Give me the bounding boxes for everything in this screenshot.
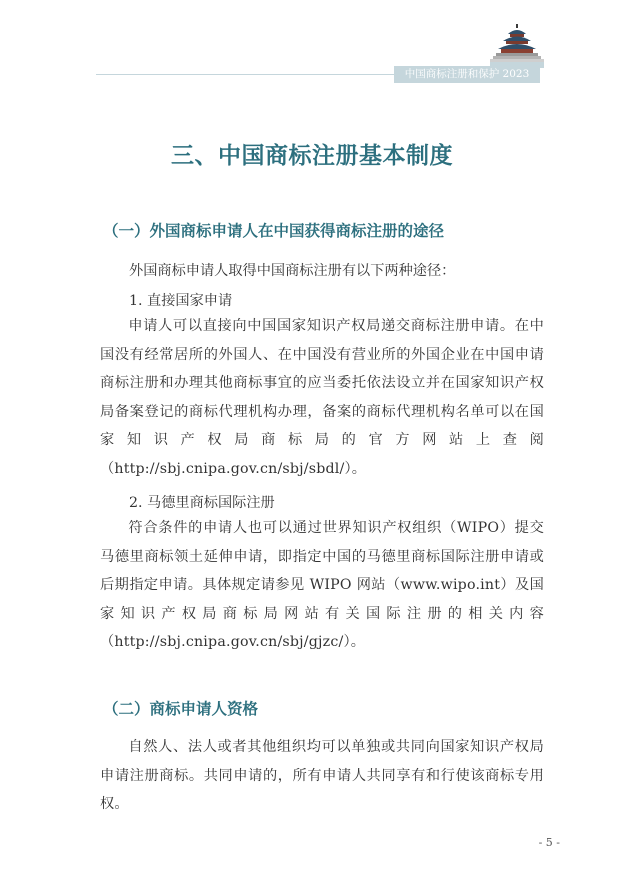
section-heading-2: （二）商标申请人资格 xyxy=(103,699,259,718)
section2-body: 自然人、法人或者其他组织均可以单独或共同向国家知识产权局申请注册商标。共同申请的，所有申请人共同享有和行使该商标专用权。 xyxy=(100,739,544,813)
chapter-title: 三、中国商标注册基本制度 xyxy=(171,143,453,169)
item1-body: 申请人可以直接向中国国家知识产权局递交商标注册申请。在中国没有经常居所的外国人、在中国没有营业所的外国企业在中国申请商标注册和办理其他商标事宜的应当委托依法设立并在国家知识产权局备案登记的商标代理机构办理，备案的商标代理机构名单可以在国家知识产权局商标局的官方网站上查阅（http://sbj.cnipa.gov.cn/sbj/sbdl/）。 xyxy=(100,318,544,477)
section1-intro: 外国商标申请人取得中国商标注册有以下两种途径： xyxy=(129,263,456,279)
header-rule xyxy=(96,74,394,75)
item2-label: 2. 马德里商标国际注册 xyxy=(129,495,275,511)
temple-of-heaven-icon xyxy=(490,24,544,68)
section-heading-1: （一）外国商标申请人在中国获得商标注册的途径 xyxy=(103,221,445,240)
running-title: 中国商标注册和保护 2023 xyxy=(404,68,530,80)
item1-label: 1. 直接国家申请 xyxy=(129,293,233,309)
page-number: - 5 - xyxy=(538,836,560,849)
item2-body: 符合条件的申请人也可以通过世界知识产权组织（WIPO）提交马德里商标领土延伸申请，即指定中国的马德里商标国际注册申请或后期指定申请。具体规定请参见 WIPO 网站（www.wipo.int）及国家知识产权局商标局网站有关国际注册的相关内容（http://sbj.cnipa.gov.cn/sbj/gjzc/）。 xyxy=(100,520,544,651)
